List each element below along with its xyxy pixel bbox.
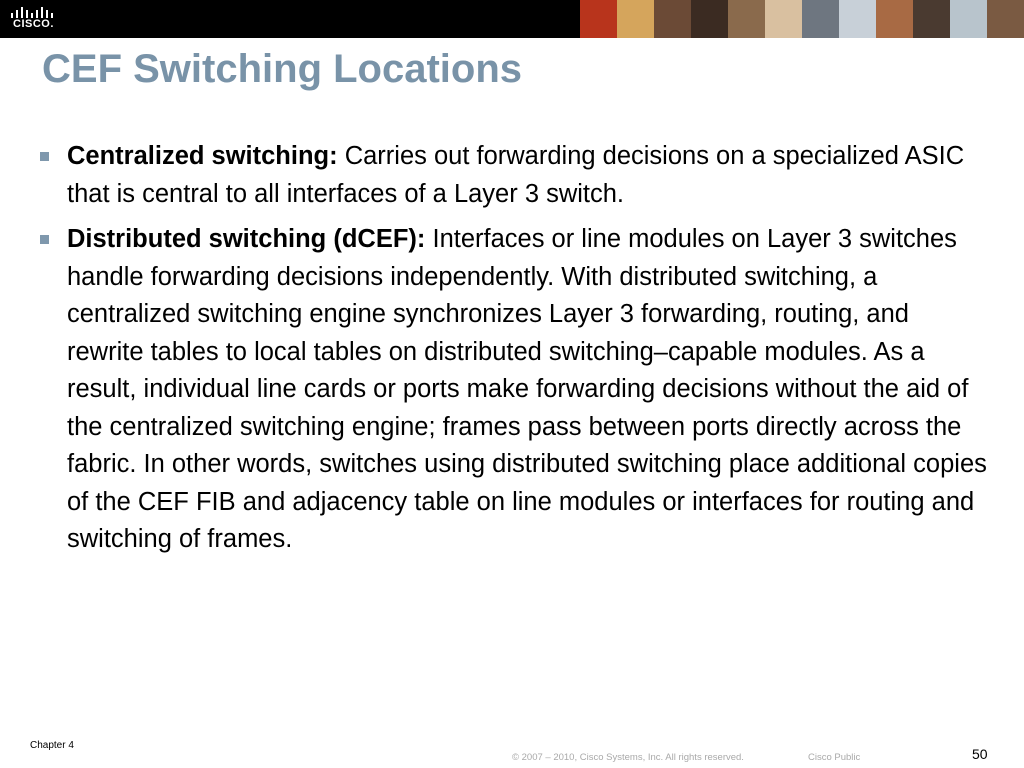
header-photo [987,0,1024,38]
bullet-term: Distributed switching (dCEF): [67,225,426,253]
bullet-item [40,138,990,213]
square-bullet-icon [40,152,49,161]
header-photo [728,0,765,38]
header-photo [765,0,802,38]
logo-wordmark: CISCO. [13,18,54,30]
header-photo [580,0,617,38]
square-bullet-icon [40,235,49,244]
header-photo [839,0,876,38]
header-photo [950,0,987,38]
bullet-text: Interfaces or line modules on Layer 3 switches handle forwarding decisions independently. With distributed switching, a centralized switching engine synchronizes Layer 3 forwarding, routing, and rewrite tables to local tables on distributed switching–capable modules. As a result, individual line cards or ports make forwarding decisions without the aid of the centralized switching engine; frames pass between ports directly across the fabric. In other words, switches using distributed switching place additional copies of the CEF FIB and adjacency table on line modules or interfaces for routing and switching of frames. [67,225,987,553]
bullet-text: Carries out forwarding decisions on a specialized ASIC that is central to all interfaces of a Layer 3 switch. [67,142,965,208]
header-photo [654,0,691,38]
footer-chapter: Chapter 4 [30,740,74,751]
footer-copyright: © 2007 – 2010, Cisco Systems, Inc. All rights reserved. [512,752,744,763]
photo-strip [580,0,1024,38]
bullet-term: Centralized switching: [67,142,338,170]
cisco-logo [10,6,62,34]
header-photo [802,0,839,38]
cisco-bridge-icon [10,6,56,18]
bullet-item [40,221,990,559]
header-photo [617,0,654,38]
page-number: 50 [972,746,988,762]
slide-title: CEF Switching Locations [42,47,523,91]
footer-classification: Cisco Public [808,752,861,763]
bullet-list [40,138,990,567]
header-bar [0,0,1024,38]
header-photo [876,0,913,38]
header-photo [913,0,950,38]
header-photo [691,0,728,38]
